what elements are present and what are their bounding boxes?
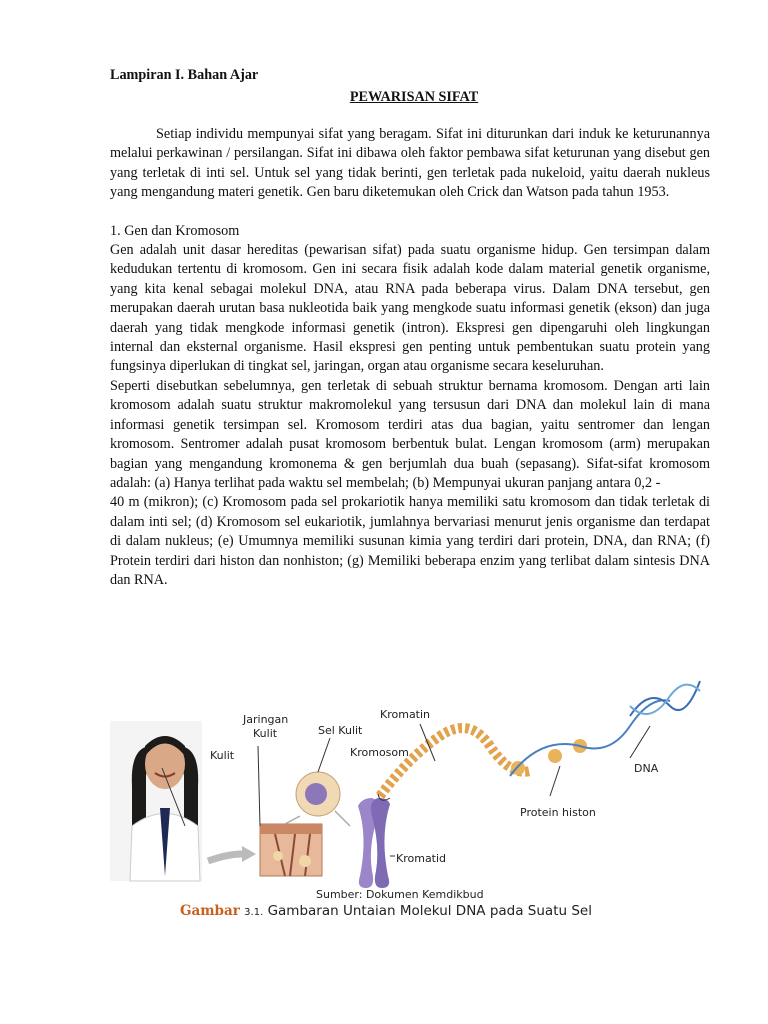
label-kulit: Kulit [210, 749, 235, 762]
label-jaringan: Jaringan [243, 713, 289, 726]
student-photo [110, 721, 202, 881]
label-kromatid: Kromatid [396, 852, 447, 865]
skin-tissue-illustration [260, 824, 322, 876]
caption-text: Gambaran Untaian Molekul DNA pada Suatu Sel [267, 903, 592, 919]
chromosome-illustration [358, 798, 390, 888]
chromosome-traits-paragraph: 40 m (mikron); (c) Kromosom pada sel prokariotik hanya memiliki satu kromosom dan tidak terletak di dalam inti sel; (d) Kromosom sel eukariotik, jumlahnya bervariasi menurut jenis organisme dan terdapat di dalam nukleus; (e) Umumnya memiliki susunan kimia yang terdiri dari protein, DNA, dan RNA; (f) Protein terdiri dari histon dan nonhiston; (g) Memiliki beberapa enzim yang terlibat dalam sintesis DNA dan RNA. [110, 494, 710, 588]
document-body [110, 66, 710, 590]
gene-paragraph: Gen adalah unit dasar hereditas (pewarisan sifat) pada suatu organisme hidup. Gen tersimpan dalam kedudukan tertentu di kromosom. Gen ini secara fisik adalah kode dalam material genetik organisme, yang kita kenal sebagai molekul DNA, atau RNA pada beberapa virus. Dalam DNA tersebut, gen merupakan daerah urutan basa nukleotida baik yang mengkode suatu informasi genetik (ekson) dan juga daerah yang tidak mengkode informasi genetik (intron). Ekspresi gen dipengaruhi oleh lingkungan internal dan eksternal organisme. Hasil ekspresi gen penting untuk pembentukan suatu protein yang fungsinya diperlukan di tingkat sel, jaringan, organ atau organisme secara keseluruhan. [110, 242, 710, 375]
page-title: PEWARISAN SIFAT [349, 89, 479, 105]
label-kromatin: Kromatin [380, 708, 431, 721]
label-jaringan-kulit: Kulit [253, 727, 278, 740]
caption-number: 3.1. [244, 907, 264, 918]
section-heading: 1. Gen dan Kromosom [110, 222, 240, 239]
label-dna: DNA [634, 762, 659, 775]
figure-caption [180, 903, 592, 919]
label-kromosom: Kromosom [350, 746, 409, 759]
label-sel-kulit: Sel Kulit [318, 724, 363, 737]
chromosome-paragraph: Seperti disebutkan sebelumnya, gen terletak di sebuah struktur bernama kromosom. Dengan arti lain kromosom adalah suatu struktur makromolekul yang tersusun dari DNA dan molekul lain di mana informasi genetik tersimpan sel. Kromosom terdiri atas dua bagian, yaitu sentromer dan lengan kromosom. Sentromer adalah pusat kromosom berbentuk bulat. Lengan kromosom (arm) merupakan bagian yang mengandung kromonema & gen berjumlah dua buah (sepasang). Sifat-sifat kromosom adalah: (a) Hanya terlihat pada waktu sel membelah; (b) Mempunyai ukuran panjang antara 0,2 - [110, 377, 710, 491]
figure-source: Sumber: Dokumen Kemdikbud [316, 888, 484, 901]
appendix-heading: Lampiran I. Bahan Ajar [110, 67, 259, 83]
skin-cell-illustration [285, 772, 350, 826]
caption-prefix: Gambar [180, 903, 240, 919]
intro-paragraph: Setiap individu mempunyai sifat yang beragam. Sifat ini diturunkan dari induk ke keturunannya melalui perkawinan / persilangan. Sifat ini dibawa oleh faktor pembawa sifat keturunan yang disebut gen yang terletak di inti sel. Untuk sel yang tidak berinti, gen terletak pada nukeloid, yaitu daerah nukleus yang mengandung materi genetik. Gen baru diketemukan oleh Crick dan Watson pada tahun 1953. [110, 126, 710, 201]
dna-helix-illustration [630, 681, 700, 716]
label-protein-histon: Protein histon [520, 806, 596, 819]
